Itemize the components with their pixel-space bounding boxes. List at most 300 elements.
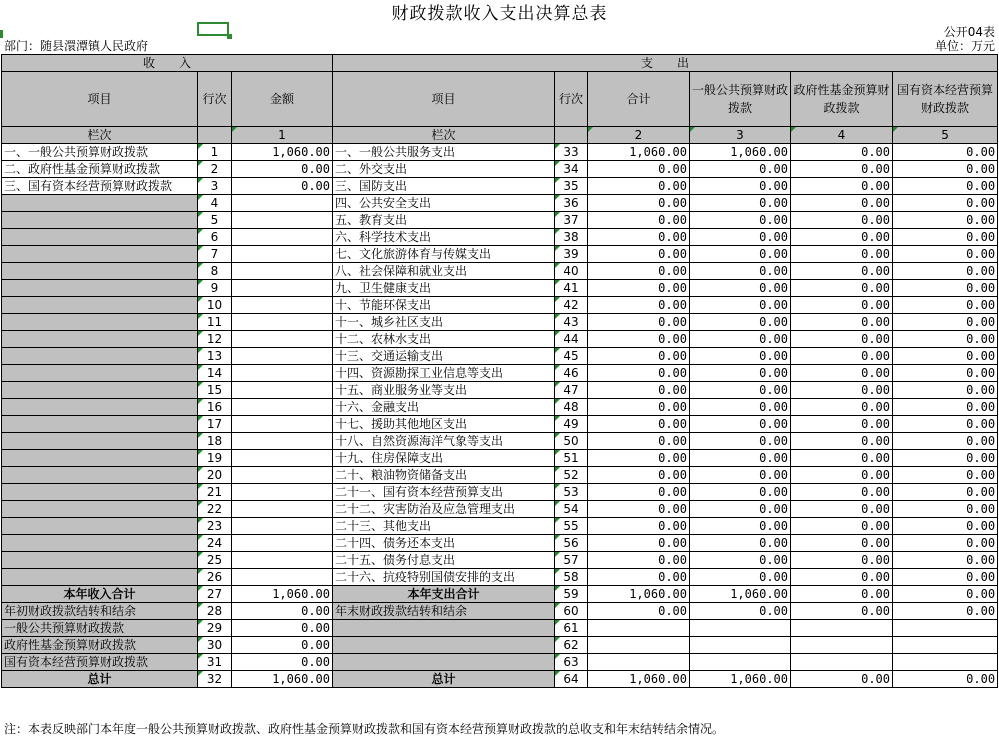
expense-row-no: 49 — [555, 416, 588, 433]
table-row — [2, 518, 998, 535]
income-row-no: 25 — [198, 552, 232, 569]
income-group-header: 收 入 — [2, 55, 333, 72]
income-amount — [232, 314, 333, 331]
subtotal-row — [2, 586, 998, 603]
income-item — [2, 348, 198, 365]
expense-general: 0.00 — [690, 603, 791, 620]
income-amount — [232, 348, 333, 365]
expense-row-no: 38 — [555, 229, 588, 246]
expense-general: 0.00 — [690, 195, 791, 212]
expense-general: 0.00 — [690, 501, 791, 518]
col-row-5: 5 — [893, 127, 998, 144]
expense-item: 二十六、抗疫特别国债安排的支出 — [333, 569, 555, 586]
expense-general: 1,060.00 — [690, 144, 791, 161]
expense-state: 0.00 — [893, 331, 998, 348]
expense-general: 0.00 — [690, 314, 791, 331]
income-row-no: 29 — [198, 620, 232, 637]
expense-fund: 0.00 — [791, 263, 893, 280]
expense-item: 二十、粮油物资储备支出 — [333, 467, 555, 484]
expense-item: 四、公共安全支出 — [333, 195, 555, 212]
expense-general: 0.00 — [690, 467, 791, 484]
expense-fund: 0.00 — [791, 671, 893, 688]
header-state-capital-budget: 国有资本经营预算财政拨款 — [893, 72, 998, 127]
expense-fund: 0.00 — [791, 365, 893, 382]
income-row-no: 5 — [198, 212, 232, 229]
income-row-no: 1 — [198, 144, 232, 161]
table-row — [2, 365, 998, 382]
income-amount — [232, 552, 333, 569]
income-row-no: 26 — [198, 569, 232, 586]
expense-general: 0.00 — [690, 297, 791, 314]
expense-general-blank — [690, 620, 791, 637]
expense-state: 0.00 — [893, 144, 998, 161]
table-row — [2, 416, 998, 433]
income-item — [2, 331, 198, 348]
expense-general: 0.00 — [690, 416, 791, 433]
income-carryover-label: 年初财政拨款结转和结余 — [2, 603, 198, 620]
income-row-no: 9 — [198, 280, 232, 297]
income-item — [2, 382, 198, 399]
expense-general-blank — [690, 637, 791, 654]
income-amount — [232, 331, 333, 348]
expense-general: 0.00 — [690, 348, 791, 365]
expense-state-blank — [893, 637, 998, 654]
income-amount — [232, 195, 333, 212]
expense-state: 0.00 — [893, 195, 998, 212]
income-item: 三、国有资本经营预算财政拨款 — [2, 178, 198, 195]
table-row — [2, 263, 998, 280]
income-item — [2, 552, 198, 569]
col-row-label-income: 栏次 — [2, 127, 198, 144]
expense-general: 0.00 — [690, 450, 791, 467]
expense-total: 0.00 — [588, 518, 690, 535]
expense-total-blank — [588, 620, 690, 637]
income-amount — [232, 518, 333, 535]
expense-row-no: 61 — [555, 620, 588, 637]
income-item — [2, 297, 198, 314]
expense-row-no: 56 — [555, 535, 588, 552]
income-amount — [232, 433, 333, 450]
table-row — [2, 297, 998, 314]
expense-general: 0.00 — [690, 229, 791, 246]
expense-row-no: 63 — [555, 654, 588, 671]
expense-general: 0.00 — [690, 365, 791, 382]
expense-fund: 0.00 — [791, 195, 893, 212]
income-item: 二、政府性基金预算财政拨款 — [2, 161, 198, 178]
table-row — [2, 399, 998, 416]
income-item — [2, 501, 198, 518]
income-item — [2, 195, 198, 212]
income-amount: 0.00 — [232, 603, 333, 620]
table-row — [2, 331, 998, 348]
expense-total: 0.00 — [588, 297, 690, 314]
expense-grand-total-label: 总计 — [333, 671, 555, 688]
income-row-no: 19 — [198, 450, 232, 467]
expense-general: 0.00 — [690, 246, 791, 263]
income-row-no: 13 — [198, 348, 232, 365]
expense-row-no: 41 — [555, 280, 588, 297]
col-row-blank-expense — [555, 127, 588, 144]
expense-item: 十七、援助其他地区支出 — [333, 416, 555, 433]
income-item — [2, 365, 198, 382]
income-row-no: 20 — [198, 467, 232, 484]
income-row-no: 28 — [198, 603, 232, 620]
income-item — [2, 518, 198, 535]
expense-general: 0.00 — [690, 399, 791, 416]
income-row-no: 30 — [198, 637, 232, 654]
income-amount — [232, 535, 333, 552]
expense-total: 0.00 — [588, 467, 690, 484]
income-amount — [232, 416, 333, 433]
expense-general: 0.00 — [690, 535, 791, 552]
expense-state: 0.00 — [893, 552, 998, 569]
expense-state: 0.00 — [893, 586, 998, 603]
table-row — [2, 484, 998, 501]
fill-handle[interactable] — [227, 34, 232, 39]
expense-fund: 0.00 — [791, 348, 893, 365]
page-title: 财政拨款收入支出决算总表 — [391, 4, 608, 24]
income-row-no: 11 — [198, 314, 232, 331]
income-row-no: 18 — [198, 433, 232, 450]
form-code: 公开04表 — [943, 25, 995, 39]
carryover-sub-row — [2, 620, 998, 637]
income-item: 一、一般公共预算财政拨款 — [2, 144, 198, 161]
expense-state: 0.00 — [893, 280, 998, 297]
expense-state: 0.00 — [893, 399, 998, 416]
expense-item: 一、一般公共服务支出 — [333, 144, 555, 161]
expense-fund: 0.00 — [791, 212, 893, 229]
income-sub-item: 国有资本经营预算财政拨款 — [2, 654, 198, 671]
expense-fund: 0.00 — [791, 484, 893, 501]
col-row-blank-income — [198, 127, 232, 144]
expense-total: 0.00 — [588, 501, 690, 518]
income-amount — [232, 484, 333, 501]
expense-item: 二十一、国有资本经营预算支出 — [333, 484, 555, 501]
income-grand-total-label: 总计 — [2, 671, 198, 688]
expense-fund: 0.00 — [791, 450, 893, 467]
expense-item: 二十四、债务还本支出 — [333, 535, 555, 552]
expense-item: 三、国防支出 — [333, 178, 555, 195]
income-amount: 1,060.00 — [232, 144, 333, 161]
table-row — [2, 280, 998, 297]
expense-state: 0.00 — [893, 535, 998, 552]
expense-state: 0.00 — [893, 382, 998, 399]
expense-fund: 0.00 — [791, 314, 893, 331]
expense-item: 十、节能环保支出 — [333, 297, 555, 314]
expense-item: 九、卫生健康支出 — [333, 280, 555, 297]
income-row-no: 2 — [198, 161, 232, 178]
expense-row-no: 53 — [555, 484, 588, 501]
expense-general: 1,060.00 — [690, 586, 791, 603]
expense-state: 0.00 — [893, 161, 998, 178]
income-item — [2, 246, 198, 263]
expense-state: 0.00 — [893, 518, 998, 535]
expense-general: 0.00 — [690, 161, 791, 178]
expense-total-blank — [588, 637, 690, 654]
table-row — [2, 569, 998, 586]
expense-total: 0.00 — [588, 212, 690, 229]
expense-total: 0.00 — [588, 552, 690, 569]
income-item — [2, 229, 198, 246]
expense-total: 0.00 — [588, 569, 690, 586]
col-row-label-expense: 栏次 — [333, 127, 555, 144]
header-income-item: 项目 — [2, 72, 198, 127]
income-amount — [232, 450, 333, 467]
expense-state: 0.00 — [893, 263, 998, 280]
expense-fund: 0.00 — [791, 416, 893, 433]
income-amount — [232, 501, 333, 518]
expense-item: 十二、农林水支出 — [333, 331, 555, 348]
expense-general: 0.00 — [690, 280, 791, 297]
income-amount: 1,060.00 — [232, 586, 333, 603]
income-item — [2, 484, 198, 501]
income-row-no: 3 — [198, 178, 232, 195]
expense-item: 二十二、灾害防治及应急管理支出 — [333, 501, 555, 518]
expense-state: 0.00 — [893, 467, 998, 484]
income-row-no: 10 — [198, 297, 232, 314]
expense-item: 十一、城乡社区支出 — [333, 314, 555, 331]
income-amount — [232, 399, 333, 416]
table-row — [2, 144, 998, 161]
expense-row-no: 46 — [555, 365, 588, 382]
income-item — [2, 416, 198, 433]
income-row-no: 8 — [198, 263, 232, 280]
expense-state: 0.00 — [893, 501, 998, 518]
header-income-amount: 金额 — [232, 72, 333, 127]
expense-total: 0.00 — [588, 195, 690, 212]
expense-row-no: 35 — [555, 178, 588, 195]
expense-fund-blank — [791, 654, 893, 671]
expense-state-blank — [893, 620, 998, 637]
expense-row-no: 60 — [555, 603, 588, 620]
expense-general: 0.00 — [690, 331, 791, 348]
expense-total: 0.00 — [588, 450, 690, 467]
expense-general: 0.00 — [690, 178, 791, 195]
expense-total: 0.00 — [588, 161, 690, 178]
expense-row-no: 42 — [555, 297, 588, 314]
expense-subtotal-label: 本年支出合计 — [333, 586, 555, 603]
income-amount — [232, 382, 333, 399]
income-amount — [232, 212, 333, 229]
expense-row-no: 37 — [555, 212, 588, 229]
col-row-3: 3 — [690, 127, 791, 144]
income-row-no: 24 — [198, 535, 232, 552]
expense-row-no: 44 — [555, 331, 588, 348]
income-amount — [232, 229, 333, 246]
income-row-no: 14 — [198, 365, 232, 382]
header-income-row-no: 行次 — [198, 72, 232, 127]
expense-item: 十三、交通运输支出 — [333, 348, 555, 365]
col-row-4: 4 — [791, 127, 893, 144]
income-amount — [232, 246, 333, 263]
expense-fund: 0.00 — [791, 178, 893, 195]
table-row — [2, 195, 998, 212]
expense-sub-item-blank — [333, 654, 555, 671]
expense-state: 0.00 — [893, 416, 998, 433]
expense-state: 0.00 — [893, 569, 998, 586]
income-row-no: 31 — [198, 654, 232, 671]
expense-row-no: 64 — [555, 671, 588, 688]
expense-total: 0.00 — [588, 263, 690, 280]
expense-fund: 0.00 — [791, 144, 893, 161]
income-row-no: 22 — [198, 501, 232, 518]
expense-fund: 0.00 — [791, 399, 893, 416]
expense-general: 0.00 — [690, 433, 791, 450]
expense-fund: 0.00 — [791, 518, 893, 535]
expense-general: 0.00 — [690, 263, 791, 280]
expense-row-no: 59 — [555, 586, 588, 603]
income-amount — [232, 467, 333, 484]
expense-fund: 0.00 — [791, 433, 893, 450]
income-item — [2, 212, 198, 229]
expense-fund: 0.00 — [791, 246, 893, 263]
income-item — [2, 433, 198, 450]
expense-total: 0.00 — [588, 314, 690, 331]
expense-row-no: 62 — [555, 637, 588, 654]
expense-group-header: 支 出 — [333, 55, 998, 72]
department-label: 部门：随县澴潭镇人民政府 — [4, 39, 149, 53]
income-amount — [232, 365, 333, 382]
income-row-no: 4 — [198, 195, 232, 212]
expense-general: 0.00 — [690, 382, 791, 399]
income-amount — [232, 280, 333, 297]
table-row — [2, 246, 998, 263]
expense-general: 0.00 — [690, 518, 791, 535]
header-expense-total: 合计 — [588, 72, 690, 127]
expense-row-no: 36 — [555, 195, 588, 212]
expense-fund: 0.00 — [791, 552, 893, 569]
expense-state: 0.00 — [893, 229, 998, 246]
expense-row-no: 54 — [555, 501, 588, 518]
table-row — [2, 535, 998, 552]
expense-total: 0.00 — [588, 416, 690, 433]
expense-row-no: 34 — [555, 161, 588, 178]
income-row-no: 7 — [198, 246, 232, 263]
expense-fund: 0.00 — [791, 501, 893, 518]
income-row-no: 15 — [198, 382, 232, 399]
expense-total: 0.00 — [588, 348, 690, 365]
income-row-no: 16 — [198, 399, 232, 416]
footer-note: 注：本表反映部门本年度一般公共预算财政拨款、政府性基金预算财政拨款和国有资本经营预算财政拨款的总收支和年末结转结余情况。 — [4, 722, 725, 736]
expense-sub-item-blank — [333, 620, 555, 637]
carryover-sub-row — [2, 637, 998, 654]
income-item — [2, 280, 198, 297]
expense-total-blank — [588, 654, 690, 671]
expense-row-no: 45 — [555, 348, 588, 365]
expense-total: 0.00 — [588, 484, 690, 501]
header-expense-row-no: 行次 — [555, 72, 588, 127]
income-sub-item: 政府性基金预算财政拨款 — [2, 637, 198, 654]
expense-state: 0.00 — [893, 178, 998, 195]
expense-fund: 0.00 — [791, 331, 893, 348]
expense-general: 1,060.00 — [690, 671, 791, 688]
expense-fund-blank — [791, 620, 893, 637]
expense-state: 0.00 — [893, 671, 998, 688]
expense-row-no: 40 — [555, 263, 588, 280]
table-row — [2, 450, 998, 467]
header-expense-item: 项目 — [333, 72, 555, 127]
expense-fund: 0.00 — [791, 280, 893, 297]
expense-fund-blank — [791, 637, 893, 654]
income-amount — [232, 297, 333, 314]
income-row-no: 6 — [198, 229, 232, 246]
expense-sub-item-blank — [333, 637, 555, 654]
col-row-1: 1 — [232, 127, 333, 144]
carryover-sub-row — [2, 654, 998, 671]
budget-table — [1, 54, 998, 688]
table-row — [2, 467, 998, 484]
expense-state: 0.00 — [893, 348, 998, 365]
expense-item: 五、教育支出 — [333, 212, 555, 229]
expense-item: 二十五、债务付息支出 — [333, 552, 555, 569]
expense-total: 0.00 — [588, 229, 690, 246]
expense-state: 0.00 — [893, 484, 998, 501]
expense-item: 八、社会保障和就业支出 — [333, 263, 555, 280]
expense-fund: 0.00 — [791, 297, 893, 314]
expense-item: 二十三、其他支出 — [333, 518, 555, 535]
expense-row-no: 48 — [555, 399, 588, 416]
expense-total: 1,060.00 — [588, 144, 690, 161]
income-item — [2, 450, 198, 467]
expense-row-no: 57 — [555, 552, 588, 569]
expense-total: 0.00 — [588, 280, 690, 297]
expense-state: 0.00 — [893, 297, 998, 314]
expense-row-no: 51 — [555, 450, 588, 467]
expense-state: 0.00 — [893, 433, 998, 450]
table-row — [2, 314, 998, 331]
expense-fund: 0.00 — [791, 467, 893, 484]
income-row-no: 17 — [198, 416, 232, 433]
expense-state: 0.00 — [893, 450, 998, 467]
income-amount: 0.00 — [232, 178, 333, 195]
income-row-no: 27 — [198, 586, 232, 603]
income-amount: 0.00 — [232, 637, 333, 654]
expense-fund: 0.00 — [791, 603, 893, 620]
expense-fund: 0.00 — [791, 569, 893, 586]
expense-item: 十八、自然资源海洋气象等支出 — [333, 433, 555, 450]
expense-item: 十九、住房保障支出 — [333, 450, 555, 467]
expense-row-no: 50 — [555, 433, 588, 450]
income-item — [2, 314, 198, 331]
income-amount — [232, 569, 333, 586]
expense-total: 1,060.00 — [588, 586, 690, 603]
expense-state: 0.00 — [893, 314, 998, 331]
expense-fund: 0.00 — [791, 382, 893, 399]
expense-fund: 0.00 — [791, 535, 893, 552]
income-row-no: 23 — [198, 518, 232, 535]
expense-item: 十四、资源勘探工业信息等支出 — [333, 365, 555, 382]
expense-row-no: 33 — [555, 144, 588, 161]
expense-item: 六、科学技术支出 — [333, 229, 555, 246]
table-row — [2, 348, 998, 365]
income-item — [2, 535, 198, 552]
expense-total: 0.00 — [588, 331, 690, 348]
income-amount — [232, 263, 333, 280]
expense-general: 0.00 — [690, 569, 791, 586]
expense-state: 0.00 — [893, 212, 998, 229]
table-row — [2, 552, 998, 569]
income-row-no: 12 — [198, 331, 232, 348]
col-row-2: 2 — [588, 127, 690, 144]
expense-row-no: 55 — [555, 518, 588, 535]
grand-total-row — [2, 671, 998, 688]
header-general-budget: 一般公共预算财政拨款 — [690, 72, 791, 127]
expense-total: 0.00 — [588, 246, 690, 263]
table-row — [2, 161, 998, 178]
income-amount: 0.00 — [232, 654, 333, 671]
income-item — [2, 569, 198, 586]
expense-total: 0.00 — [588, 603, 690, 620]
